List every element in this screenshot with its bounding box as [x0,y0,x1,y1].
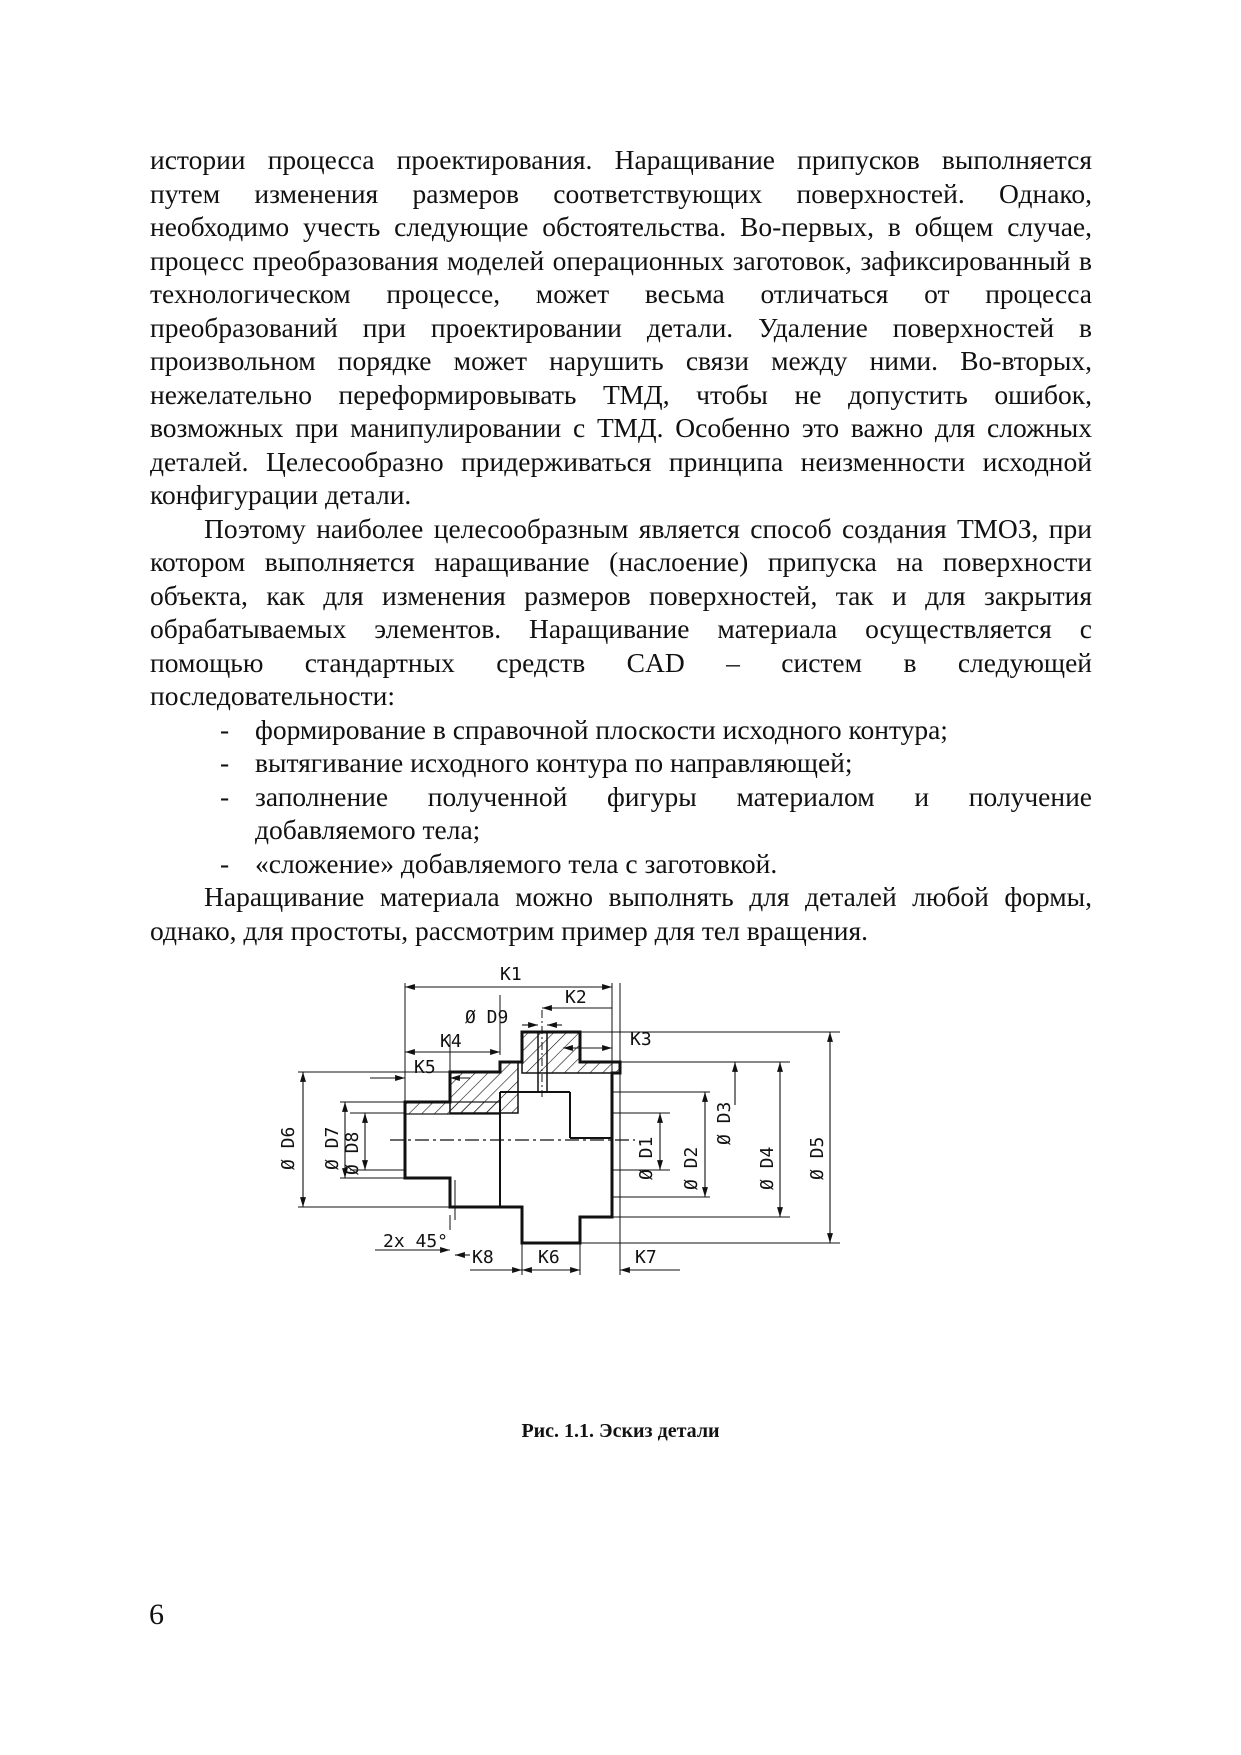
label-chamfer: 2x 45° [383,1231,449,1252]
label-d9: Ø D9 [465,1007,509,1028]
label-k4: K4 [440,1031,462,1052]
label-k8: K8 [472,1247,494,1268]
label-d8: Ø D8 [342,1131,363,1175]
label-d1: Ø D1 [636,1136,657,1180]
label-k2: K2 [565,987,587,1008]
steps-list [150,713,1092,881]
paragraph-2: Поэтому наиболее целесообразным является способ создания ТМОЗ, при котором выполняется наращивание (наслоение) припуска на поверхности объекта, как для изменения размеров поверхностей, так и для закрытия обрабатываемых элементов. Наращивание материала осуществляется с помощью стандартных средств CAD – систем в следующей последовательности: [150,512,1092,711]
list-item: - «сложение» добавляемого тела с заготовкой. [220,847,778,879]
label-k7: K7 [635,1247,657,1268]
paragraph-3: Наращивание материала можно выполнять для деталей любой формы, однако, для простоты, рассмотрим пример для тел вращения. [150,881,1092,946]
part-sketch-figure [278,964,950,1405]
body-text [150,143,1092,947]
hatched-band [405,1102,500,1114]
hatched-allowance-right [522,1032,620,1073]
label-d5: Ø D5 [807,1136,828,1180]
list-dash: - [220,747,230,778]
paragraph-1: истории процесса проектирования. Наращивание припусков выполняется путем изменения размеров соответствующих поверхностей. Однако, необходимо учесть следующие обстоятельства. Во-первых, в общем случае, процесс преобразования моделей операционных заготовок, зафиксированный в технологическом процессе, может весьма отличаться от процесса преобразований при проектировании детали. Удаление поверхностей в произвольном порядке может нарушить связи между ними. Во-вторых, нежелательно переформировывать ТМД, чтобы не допустить ошибок, возможных при манипулировании с ТМД. Особенно это важно для сложных деталей. Целесообразно придерживаться принципа неизменности исходной конфигурации детали. [150,144,1092,510]
label-d7: Ø D7 [322,1126,343,1170]
page-number: 6 [149,1598,164,1631]
label-d6: Ø D6 [278,1126,299,1170]
list-dash: - [220,780,230,812]
label-d3: Ø D3 [714,1101,735,1145]
list-dash: - [220,713,230,745]
figure-caption: Рис. 1.1. Эскиз детали [521,1420,720,1442]
label-k5: K5 [414,1057,436,1078]
list-item: - формирование в справочной плоскости исходного контура; [220,713,948,745]
part-sketch-drawing [278,964,950,1405]
list-dash: - [220,847,230,879]
label-d4: Ø D4 [757,1146,778,1190]
label-k3: K3 [630,1029,652,1050]
list-item: - вытягивание исходного контура по направляющей; [220,747,853,778]
label-d2: Ø D2 [681,1146,702,1190]
label-k6: K6 [538,1247,560,1268]
list-item: - заполнение полученной фигуры материалом и получение добавляемого тела; [220,780,1092,845]
label-k1: K1 [500,964,522,985]
